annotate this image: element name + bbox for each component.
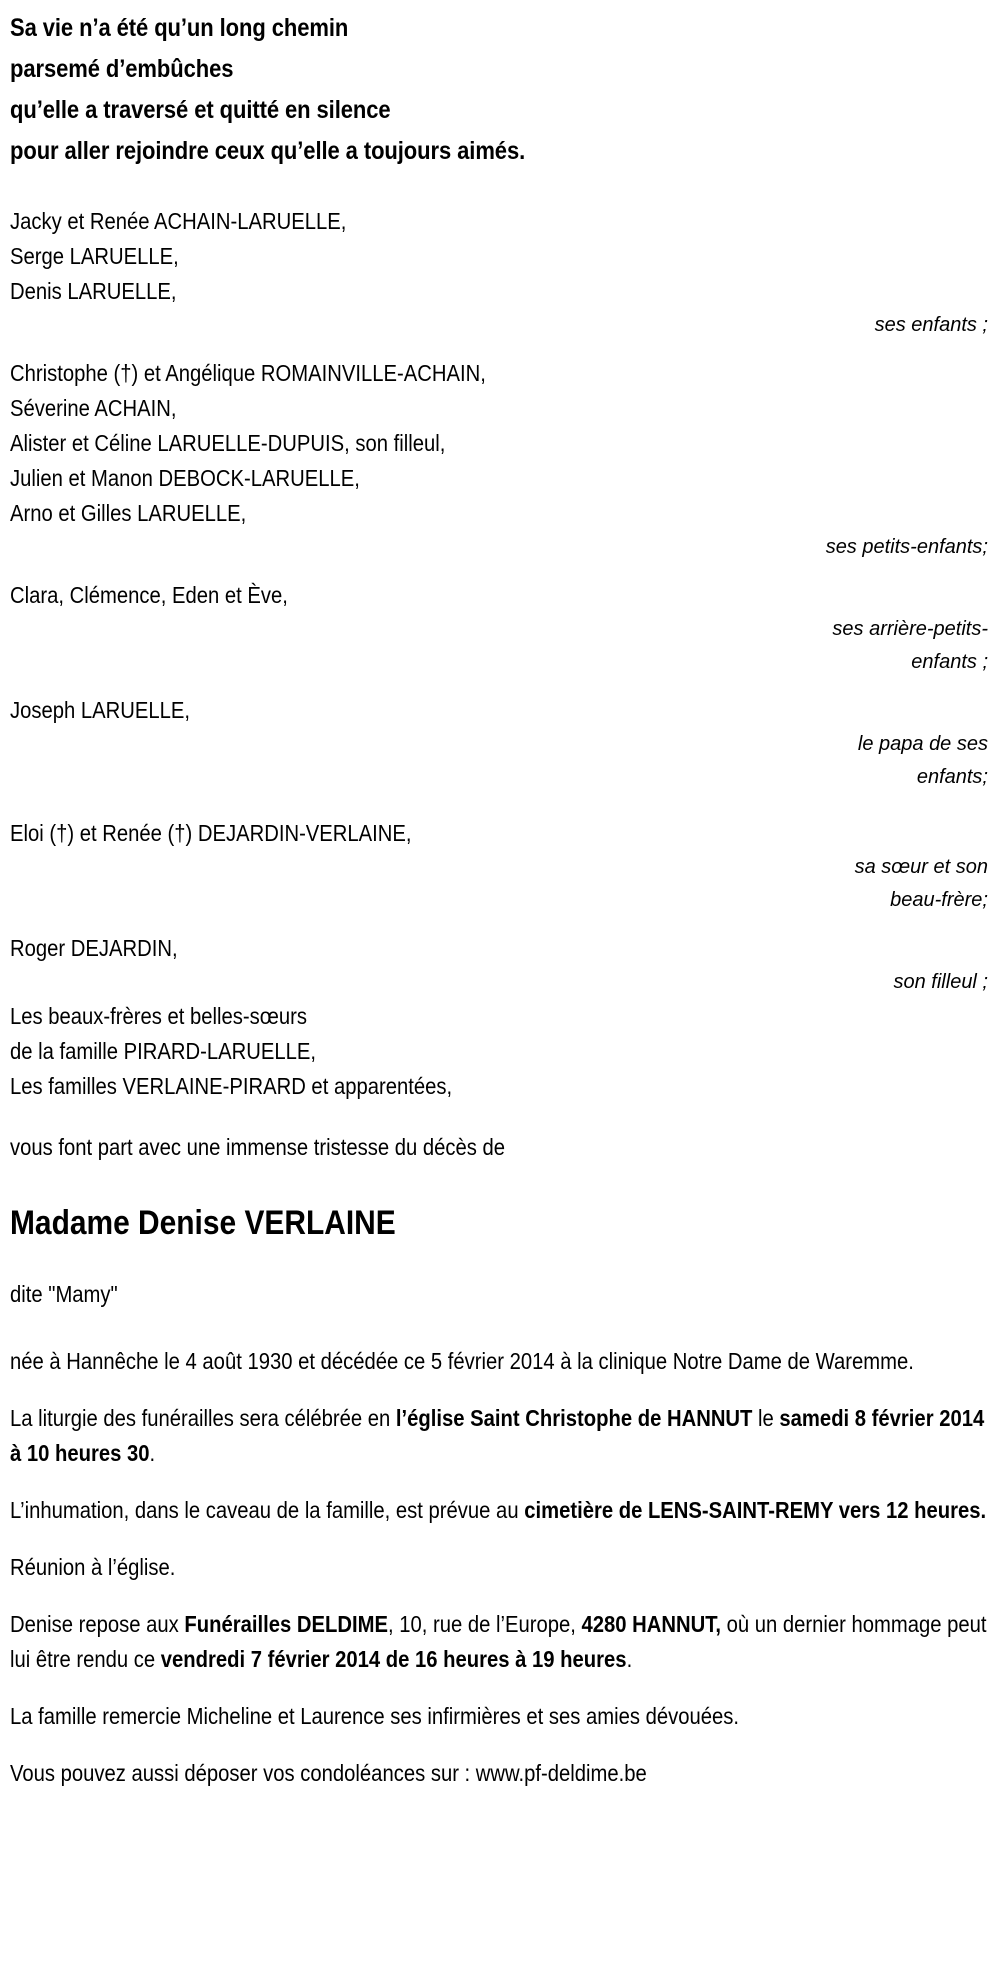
reunion-text: Réunion à l’église. [10,1554,176,1580]
relationship-label-line: son filleul ; [893,971,988,993]
family-member: Julien et Manon DEBOCK-LARUELLE, [10,465,360,491]
family-member: Les familles VERLAINE-PIRARD et apparentées, [10,1073,453,1099]
birth-death-text: née à Hannêche le 4 août 1930 et décédée ce 5 février 2014 à la clinique Notre Dame de Waremme. [10,1348,914,1374]
epitaph-poem [10,8,990,172]
family-group-godson [10,931,990,999]
family-member: Séverine ACHAIN, [10,395,177,421]
liturgy-text-1: La liturgie des funérailles sera célébrée en [10,1405,396,1431]
family-member: Joseph LARUELLE, [10,697,191,723]
family-listing [10,204,990,1104]
relationship-label-line: sa sœur et son [854,856,988,878]
poem-line: qu’elle a traversé et quitté en silence [10,96,391,124]
burial-location: cimetière de LENS-SAINT-REMY vers 12 heures. [524,1497,987,1523]
poem-line: Sa vie n’a été qu’un long chemin [10,14,349,42]
family-member: Roger DEJARDIN, [10,935,178,961]
visitation-text-3: où un dernier hommage peut lui être rendu ce [10,1611,987,1672]
family-member: Denis LARUELLE, [10,278,177,304]
reunion-paragraph [10,1550,996,1585]
family-member: Les beaux-frères et belles-sœurs [10,1003,307,1029]
thanks-paragraph [10,1699,996,1734]
relationship-label [10,531,990,564]
deceased-name: Madame Denise VERLAINE [10,1204,396,1242]
liturgy-text-2: le [752,1405,780,1431]
relationship-label [10,966,990,999]
relationship-label-line: ses arrière-petits- [832,618,988,640]
family-member: Jacky et Renée ACHAIN-LARUELLE, [10,208,347,234]
relationship-label-line: ses enfants ; [874,314,988,336]
relationship-label-line: beau-frère; [890,889,988,911]
liturgy-church: l’église Saint Christophe de HANNUT [395,1405,753,1431]
relationship-label-line: enfants; [916,766,988,788]
family-group-children [10,204,990,342]
family-member: Serge LARUELLE, [10,243,179,269]
relationship-label [10,851,990,917]
visitation-text-4: . [626,1646,633,1672]
relationship-label-line: le papa de ses [857,733,988,755]
family-group-extended [10,999,990,1104]
family-member: Arno et Gilles LARUELLE, [10,500,247,526]
relationship-label-line: ses petits-enfants; [825,536,988,558]
relationship-label [10,309,990,342]
liturgy-datetime: samedi 8 février 2014 à 10 heures 30 [10,1405,985,1466]
family-group-great-grandchildren [10,578,990,679]
liturgy-paragraph [10,1401,996,1471]
family-member: Alister et Céline LARUELLE-DUPUIS, son filleul, [10,430,446,456]
family-member: Clara, Clémence, Eden et Ève, [10,582,288,608]
liturgy-text-3: . [149,1440,156,1466]
poem-line: pour aller rejoindre ceux qu’elle a toujours aimés. [10,137,526,165]
visitation-datetime: vendredi 7 février 2014 de 16 heures à 19 heures [160,1646,627,1672]
visitation-paragraph [10,1607,996,1677]
condolences-text: Vous pouvez aussi déposer vos condoléances sur : www.pf-deldime.be [10,1760,647,1786]
condolences-paragraph [10,1756,996,1791]
funeral-details [10,1344,990,1791]
family-member: de la famille PIRARD-LARUELLE, [10,1038,316,1064]
relationship-label [10,728,990,794]
deceased-nickname: dite "Mamy" [10,1281,118,1307]
visitation-text-1: Denise repose aux [10,1611,185,1637]
visitation-text-2: , 10, rue de l’Europe, [387,1611,582,1637]
family-group-grandchildren [10,356,990,564]
relationship-label-line: enfants ; [911,651,988,673]
poem-line: parsemé d’embûches [10,55,234,83]
family-group-sister-brother-in-law [10,816,990,917]
thanks-text: La famille remercie Micheline et Laurence ses infirmières et ses amies dévouées. [10,1703,739,1729]
funeral-home-city: 4280 HANNUT, [581,1611,721,1637]
birth-death-paragraph [10,1344,996,1379]
family-group-father-of-children [10,693,990,794]
funeral-home-name: Funérailles DELDIME [184,1611,388,1637]
burial-paragraph [10,1493,996,1528]
burial-text-1: L’inhumation, dans le caveau de la famille, est prévue au [10,1497,525,1523]
family-member: Christophe (†) et Angélique ROMAINVILLE-ACHAIN, [10,360,486,386]
announcement-intro: vous font part avec une immense tristesse du décès de [10,1134,506,1160]
relationship-label [10,613,990,679]
family-member: Eloi (†) et Renée (†) DEJARDIN-VERLAINE, [10,820,412,846]
